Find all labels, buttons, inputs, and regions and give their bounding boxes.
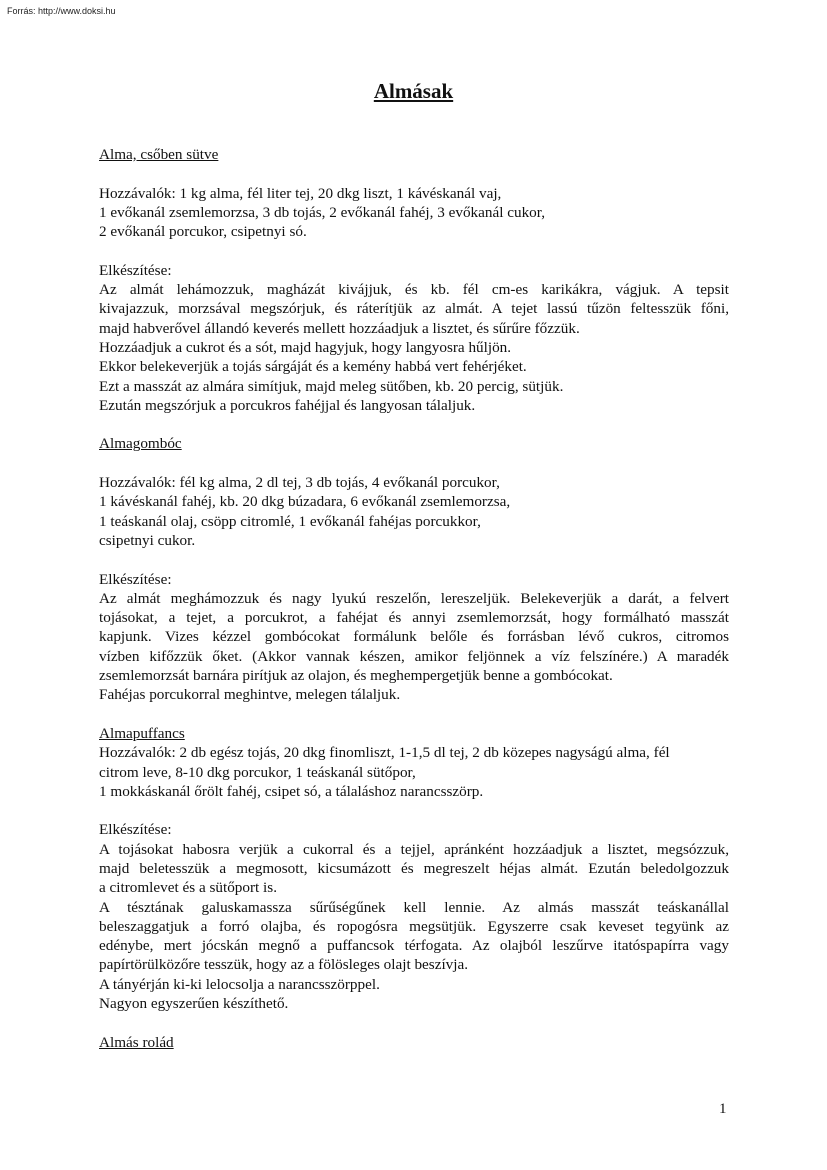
method-line: A tojásokat habosra verjük a cukorral és a tejjel, apránként hozzáadjuk a lisztet, megsózzuk,: [99, 840, 729, 858]
recipe-section: [99, 1033, 729, 1052]
method-line: Ezután megszórjuk a porcukros fahéjjal és langyosan tálaljuk.: [99, 396, 476, 414]
method-label: Elkészítése:: [99, 570, 172, 588]
method-line: tojásokat, a tejet, a porcukrot, a fahéjat és annyi zsemlemorzsát, hogy formálható masszát: [99, 609, 729, 627]
method-label: Elkészítése:: [99, 821, 172, 839]
method-line: Fahéjas porcukorral meghintve, melegen tálaljuk.: [99, 686, 401, 704]
ingredient-line: Hozzávalók: fél kg alma, 2 dl tej, 3 db tojás, 4 evőkanál porcukor,: [99, 474, 500, 492]
source-note: Forrás: http://www.doksi.hu: [7, 6, 116, 16]
ingredient-line: 1 kávéskanál fahéj, kb. 20 dkg búzadara, 6 evőkanál zsemlemorzsa,: [99, 493, 511, 511]
method-line: Nagyon egyszerűen készíthető.: [99, 995, 289, 1013]
spacer: [99, 550, 729, 569]
ingredient-line: 1 mokkáskanál őrölt fahéj, csipet só, a tálaláshoz narancsszörp.: [99, 782, 484, 800]
method-line: Az almát meghámozzuk és nagy lyukú reszelőn, lereszeljük. Belekeverjük a darát, a felvert: [99, 589, 729, 607]
recipe-heading: Almagombóc: [99, 435, 182, 453]
page-number: 1: [719, 1101, 727, 1117]
method-line: A tésztának galuskamassza sűrűségűnek kell lennie. Az almás masszát teáskanállal: [99, 898, 729, 916]
method-line: Hozzáadjuk a cukrot és a sót, majd hagyjuk, hogy langyosra hűljön.: [99, 338, 512, 356]
spacer: [99, 241, 729, 260]
method-line: kivajazzuk, morzsával megszórjuk, és ráterítjük az almát. A tejet lassú tűzön feltesszük főni,: [99, 300, 729, 318]
method-line: Ekkor belekeverjük a tojás sárgáját és a kemény habbá vert fehérjéket.: [99, 358, 527, 376]
ingredient-line: citrom leve, 8-10 dkg porcukor, 1 teáskanál sütőpor,: [99, 763, 416, 781]
spacer: [99, 801, 729, 820]
ingredient-line: Hozzávalók: 2 db egész tojás, 20 dkg finomliszt, 1-1,5 dl tej, 2 db közepes nagyságú alma, fél: [99, 744, 670, 762]
recipe-heading: Almapuffancs: [99, 724, 185, 742]
method-line: kapjunk. Vizes kézzel gombócokat formálunk belőle és forrásban lévő cukros, citromos: [99, 628, 729, 646]
method-line: a citromlevet és a sütőport is.: [99, 879, 277, 897]
method-line: edénybe, mert jócskán megnő a puffancsok térfogata. Az olajból leszűrve itatóspapírra vagy: [99, 937, 729, 955]
method-line: Az almát lehámozzuk, magházát kivájjuk, és kb. fél cm-es karikákra, vágjuk. A tepsit: [99, 281, 729, 299]
method-line: majd beletesszük a megmosott, kicsumázott és megreszelt héjas almát. Ezután beledolgozzuk: [99, 859, 729, 877]
spacer: [99, 705, 729, 724]
spacer: [99, 454, 729, 473]
ingredient-line: 1 evőkanál zsemlemorzsa, 3 db tojás, 2 evőkanál fahéj, 3 evőkanál cukor,: [99, 203, 545, 221]
method-line: majd habverővel állandó keverés mellett hozzáadjuk a lisztet, és sűrűre főzzük.: [99, 319, 580, 337]
recipe-heading: Alma, csőben sütve: [99, 146, 219, 163]
recipe-section: [99, 145, 729, 434]
recipe-section: [99, 724, 729, 1033]
method-line: beleszaggatjuk a forró olajba, és ropogósra megsütjük. Egyszerre csak keveset tegyünk az: [99, 917, 729, 935]
method-line: vízben kifőzzük őket. (Akkor vannak készen, amikor feljönnek a víz felszínére.) A maradék: [99, 647, 729, 665]
recipe-section: [99, 434, 729, 723]
ingredient-line: 1 teáskanál olaj, csöpp citromlé, 1 evőkanál fahéjas porcukkor,: [99, 512, 481, 530]
method-line: papírtörülközőre tesszük, hogy az a fölösleges olajt beszívja.: [99, 956, 469, 974]
spacer: [99, 164, 729, 183]
document-title: Almásak: [373, 79, 454, 103]
method-line: zsemlemorzsát barnára pirítjuk az olajon, és meghempergetjük benne a gombócokat.: [99, 667, 613, 685]
ingredient-line: csipetnyi cukor.: [99, 531, 196, 549]
document-body: [99, 145, 729, 1052]
method-line: A tányérján ki-ki lelocsolja a narancsszörppel.: [99, 975, 380, 993]
ingredient-line: 2 evőkanál porcukor, csipetnyi só.: [99, 223, 307, 241]
spacer: [99, 1013, 729, 1032]
method-line: Ezt a masszát az almára simítjuk, majd meleg sütőben, kb. 20 percig, sütjük.: [99, 377, 564, 395]
spacer: [99, 415, 729, 434]
ingredient-line: Hozzávalók: 1 kg alma, fél liter tej, 20 dkg liszt, 1 kávéskanál vaj,: [99, 184, 502, 202]
recipe-heading: Almás rolád: [99, 1033, 174, 1051]
method-label: Elkészítése:: [99, 261, 172, 279]
